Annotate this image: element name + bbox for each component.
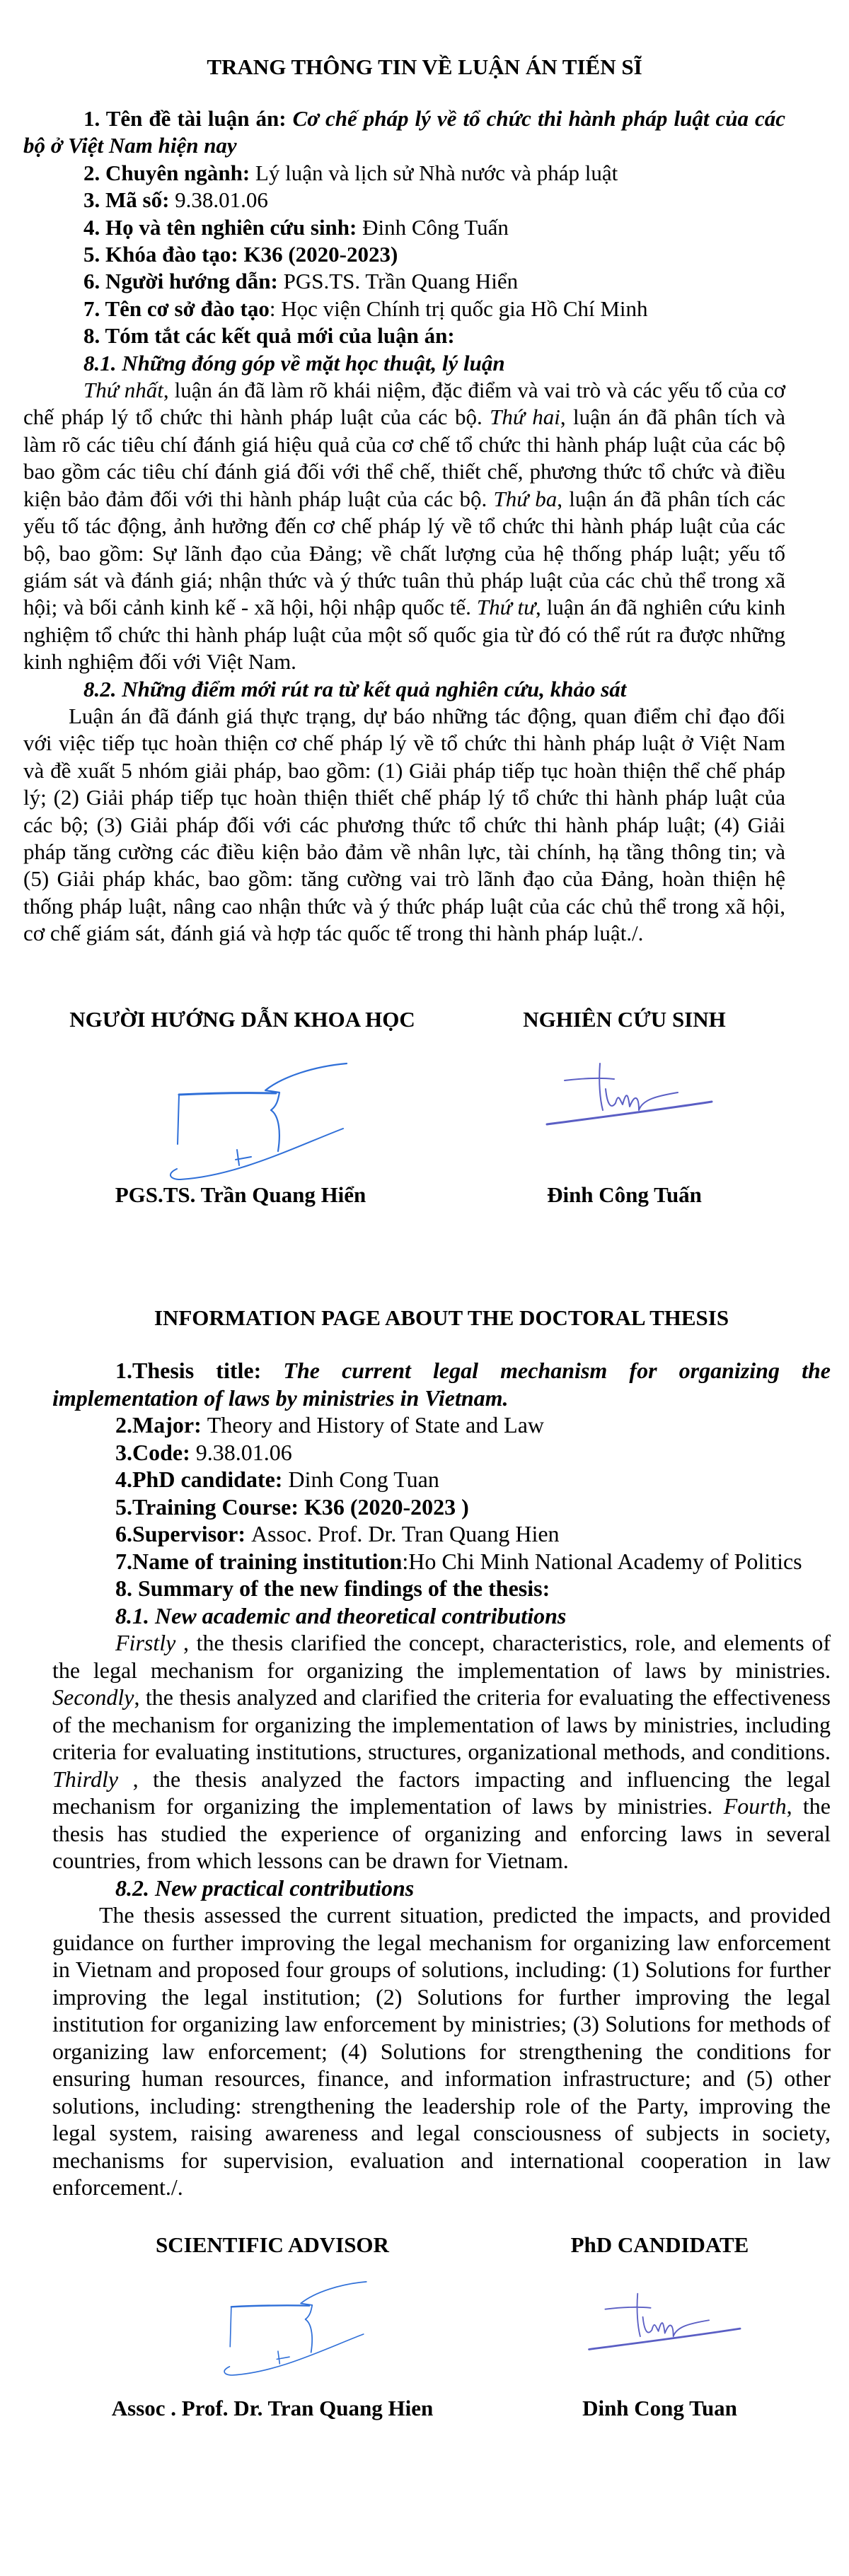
item-label: 5.Training Course: K36 (2020-2023 ) (115, 1493, 469, 1520)
para-segment: Thirdly (52, 1766, 119, 1792)
item-value: Đinh Công Tuấn (362, 214, 509, 240)
item-label: 6. Người hướng dẫn: (83, 269, 284, 294)
en-section-81-heading: 8.1. New academic and theoretical contributions (115, 1602, 567, 1628)
en-item-thesis-title (52, 1357, 831, 1411)
vn-item-summary (23, 322, 785, 349)
item-label: 2. Chuyên ngành: (83, 160, 255, 185)
en-advisor-signature (191, 2278, 382, 2381)
para-segment: , the thesis analyzed and clarified the criteria for evaluating the effectiveness of the mechanism for organizing the implementation of laws by ministries, including criteria for evaluating institutions, structures, organizational methods, and conditions. (52, 1684, 831, 1764)
en-page-title: INFORMATION PAGE ABOUT THE DOCTORAL THESIS (154, 1305, 729, 1330)
para-segment: Secondly (52, 1684, 134, 1710)
vn-advisor-signature (138, 1059, 357, 1187)
item-value: The current legal mechanism for organizing the implementation of laws by ministries in Vietnam. (52, 1358, 831, 1411)
vn-candidate-heading: NGHIÊN CỨU SINH (523, 1007, 726, 1032)
item-label: 8. Tóm tắt các kết quả mới của luận án: (83, 323, 455, 349)
item-value: 9.38.01.06 (195, 1439, 292, 1465)
para-segment: Thứ ba (493, 486, 558, 511)
en-section-82-heading: 8.2. New practical contributions (115, 1875, 415, 1901)
en-item-code (52, 1439, 831, 1467)
vn-item-code (23, 187, 785, 214)
item-label: 4.PhD candidate: (115, 1467, 289, 1492)
en-para-82: The thesis assessed the current situation, predicted the impacts, and provided guidance on further improving the legal mechanism for organizing law enforcement in Vietnam and proposed four groups of solutions, including: (1) Solutions for further improving the legal institution; (2) Solutions for further improving the legal institution for organizing law enforcement by ministries; (3) Solutions for methods of organizing law enforcement; (4) Solutions for strengthening the conditions for ensuring human resources, finance, and information infrastructure; and (5) other solutions, including: strengthening the leadership role of the Party, improving the legal system, raising awareness and legal consciousness of subjects in society, mechanisms for supervision, evaluation and international cooperation in law enforcement./. (52, 1902, 831, 2200)
para-segment: , the thesis has studied the experience of organizing and enforcing laws in several countries, from which lessons can be drawn for Vietnam. (52, 1793, 831, 1873)
item-label: 3.Code: (115, 1439, 196, 1465)
vn-candidate-name: Đinh Công Tuấn (547, 1182, 702, 1207)
para-segment: , luận án đã nghiên cứu kinh nghiệm tổ chức thi hành pháp luật của một số quốc gia từ đó có thể rút ra được những kinh nghiệm đối với Việt Nam. (23, 595, 786, 675)
en-advisor-name: Assoc . Prof. Dr. Tran Quang Hien (111, 2396, 434, 2420)
vn-advisor-name: PGS.TS. Trần Quang Hiển (115, 1182, 366, 1207)
item-value: Lý luận và lịch sử Nhà nước và pháp luật (255, 160, 618, 185)
item-label: 8. Summary of the new findings of the thesis: (115, 1575, 550, 1601)
en-candidate-name: Dinh Cong Tuan (582, 2396, 737, 2420)
en-item-summary (52, 1575, 831, 1602)
vn-item-thesis-title (23, 105, 785, 160)
en-candidate-heading: PhD CANDIDATE (570, 2232, 749, 2257)
vn-item-candidate (23, 214, 785, 241)
en-item-institution (52, 1548, 831, 1575)
vn-section-82-heading: 8.2. Những điểm mới rút ra từ kết quả nghiên cứu, khảo sát (83, 676, 627, 701)
vn-item-institution (23, 296, 785, 322)
para-segment: Firstly (115, 1630, 176, 1655)
vn-candidate-signature (543, 1061, 720, 1146)
item-label: 6.Supervisor: (115, 1521, 251, 1546)
vn-item-major (23, 160, 785, 187)
en-para-81 (52, 1629, 831, 1875)
vn-para-81 (23, 377, 785, 675)
en-advisor-heading: SCIENTIFIC ADVISOR (156, 2232, 389, 2257)
vn-page-title: TRANG THÔNG TIN VỀ LUẬN ÁN TIẾN SĨ (207, 54, 642, 79)
para-segment: , the thesis analyzed the factors impacting and influencing the legal mechanism for organizing the implementation of laws by ministries. (52, 1766, 831, 1819)
en-item-supervisor (52, 1520, 831, 1548)
vn-item-supervisor (23, 268, 785, 295)
para-segment: Thứ tư (476, 595, 536, 620)
para-segment: , luận án đã phân tích và làm rõ các tiêu chí đánh giá hiệu quả của cơ chế tổ chức thi hành pháp luật của các bộ bao gồm các tiêu chí đánh giá đối với thể chế, thiết chế, phương thức tổ chức và điều kiện bảo đảm đối với thi hành pháp luật của các bộ. (23, 404, 785, 511)
en-item-major (52, 1411, 831, 1439)
para-segment: , luận án đã làm rõ khái niệm, đặc điểm và vai trò và các yếu tố của cơ chế pháp lý tổ chức thi hành pháp luật của các bộ. (23, 378, 785, 430)
vn-section-81-heading: 8.1. Những đóng góp về mặt học thuật, lý luận (83, 350, 505, 375)
item-label: 1.Thesis title: (115, 1358, 284, 1383)
para-segment: Fourth (723, 1793, 787, 1819)
item-label: 5. Khóa đào tạo: K36 (2020-2023) (83, 242, 398, 267)
item-label: 7. Tên cơ sở đào tạo (83, 296, 270, 321)
en-item-course (52, 1493, 831, 1521)
item-label: 4. Họ và tên nghiên cứu sinh: (83, 214, 363, 240)
item-label: 7.Name of training institution (115, 1548, 403, 1574)
item-label: 3. Mã số: (83, 187, 175, 213)
vn-para-82: Luận án đã đánh giá thực trạng, dự báo những tác động, quan điểm chỉ đạo đối với việc tiếp tục hoàn thiện cơ chế pháp lý về tổ chức thi hành pháp luật ở Việt Nam và đề xuất 5 nhóm giải pháp, bao gồm: (1) Giải pháp tiếp tục hoàn thiện thể chế pháp lý; (2) Giải pháp tiếp tục hoàn thiện thiết chế pháp lý tổ chức thi hành pháp luật của các bộ; (3) Giải pháp đối với các phương thức tổ chức thi hành pháp luật; (4) Giải pháp tăng cường các điều kiện bảo đảm về nhân lực, tài chính, hạ tầng thông tin; và (5) Giải pháp khác, bao gồm: tăng cường vai trò lãnh đạo của Đảng, hoàn thiện hệ thống pháp luật, nâng cao nhận thức và ý thức pháp luật của các chủ thể trong xã hội, cơ chế giám sát, đánh giá và hợp tác quốc tế trong thi hành pháp luật./. (23, 703, 785, 946)
para-segment: , the thesis clarified the concept, characteristics, role, and elements of the legal mechanism for organizing the implementation of laws by ministries. (52, 1630, 831, 1683)
vn-item-course (23, 241, 785, 268)
en-candidate-signature (577, 2291, 757, 2369)
en-item-candidate (52, 1466, 831, 1493)
item-value: :Ho Chi Minh National Academy of Politics (402, 1548, 802, 1574)
en-body (52, 1357, 831, 2201)
vn-advisor-heading: NGƯỜI HƯỚNG DẪN KHOA HỌC (69, 1007, 415, 1032)
item-value: Assoc. Prof. Dr. Tran Quang Hien (251, 1521, 560, 1546)
para-segment: , luận án đã phân tích các yếu tố tác động, ảnh hưởng đến cơ chế pháp lý về tổ chức thi hành pháp luật của các bộ, bao gồm: Sự lãnh đạo của Đảng; về chất lượng của hệ thống pháp luật; yếu tố giám sát và đánh giá; nhận thức và ý thức tuân thủ pháp luật của các chủ thể trong xã hội; và bối cảnh kinh kế - xã hội, hội nhập quốc tế. (23, 486, 785, 620)
item-value: Theory and History of State and Law (207, 1412, 545, 1438)
item-value: PGS.TS. Trần Quang Hiển (283, 269, 519, 294)
item-value: Cơ chế pháp lý về tổ chức thi hành pháp luật của các bộ ở Việt Nam hiện nay (23, 106, 785, 158)
item-value: : Học viện Chính trị quốc gia Hồ Chí Minh (269, 296, 648, 321)
para-segment: Thứ hai (490, 404, 560, 430)
para-segment: Thứ nhất (83, 378, 163, 403)
item-value: Dinh Cong Tuan (288, 1467, 439, 1492)
item-label: 2.Major: (115, 1412, 207, 1438)
item-value: 9.38.01.06 (175, 187, 268, 213)
item-label: 1. Tên đề tài luận án: (83, 106, 293, 131)
vn-body (23, 105, 785, 948)
